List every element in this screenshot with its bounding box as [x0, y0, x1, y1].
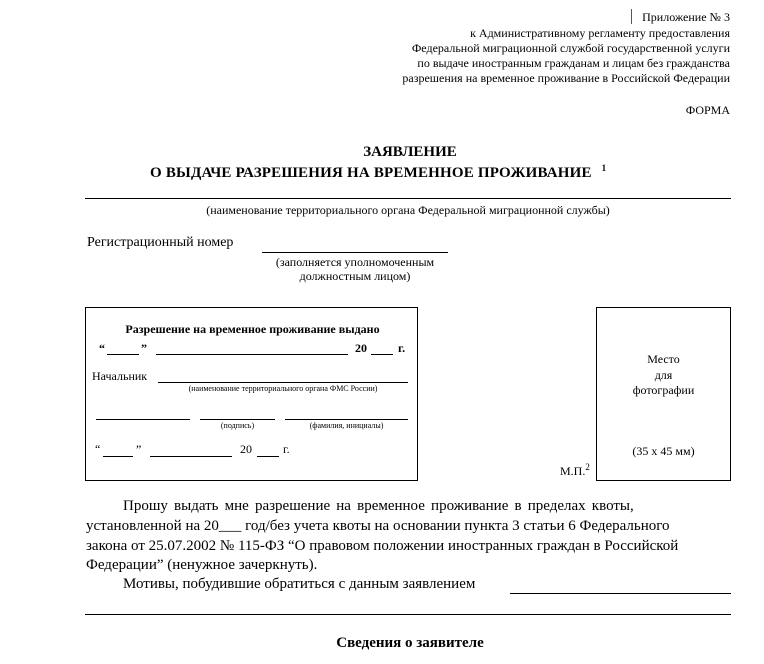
request-line-2: установленной на 20___ год/без учета квоты на основании пункта 3 статьи 6 Федерального	[86, 518, 670, 534]
authority-line[interactable]	[85, 198, 731, 199]
stamp-text: М.П.	[560, 464, 586, 478]
header-line-2: Федеральной миграционной службой государственной услуги	[411, 41, 730, 55]
registration-note-2: должностным лицом)	[299, 269, 411, 283]
signature-field[interactable]	[200, 419, 275, 420]
permit-box-title: Разрешение на временное проживание выдано	[125, 322, 380, 336]
photo-box[interactable]	[596, 307, 731, 481]
photo-size: (35 х 45 мм)	[632, 444, 695, 458]
motives-label: Мотивы, побудившие обратиться с данным заявлением	[123, 576, 476, 592]
date2-day-field[interactable]	[103, 456, 133, 457]
photo-line-2: для	[654, 368, 673, 382]
header-line-4: разрешения на временное проживание в Российской Федерации	[402, 71, 730, 85]
date1-day-field[interactable]	[107, 354, 139, 355]
full-name-caption: (фамилия, инициалы)	[309, 421, 384, 430]
date1-quote-open: “	[99, 341, 105, 355]
motives-field-continued[interactable]	[85, 614, 731, 615]
document-subtitle-text: О ВЫДАЧЕ РАЗРЕШЕНИЯ НА ВРЕМЕННОЕ ПРОЖИВАНИЕ	[150, 165, 592, 181]
permit-issued-box	[85, 307, 418, 481]
date1-year-suffix: г.	[398, 341, 406, 355]
photo-line-3: фотографии	[632, 383, 695, 397]
photo-line-1: Место	[647, 352, 680, 366]
appendix-number: Приложение № 3	[642, 10, 730, 24]
date2-quote-open: “	[95, 442, 101, 456]
date1-quote-close: ”	[141, 341, 147, 355]
registration-number-field[interactable]	[262, 252, 448, 253]
footnote-1: 1	[601, 163, 607, 173]
chief-authority-field[interactable]	[158, 382, 408, 383]
stamp-label	[560, 462, 590, 479]
date1-year-field[interactable]	[371, 354, 393, 355]
header-line-1: к Административному регламенту предоставления	[470, 26, 730, 40]
date2-year-prefix: 20	[240, 442, 252, 456]
document-title: ЗАЯВЛЕНИЕ	[363, 144, 457, 160]
request-line-4: Федерации” (ненужное зачеркнуть).	[86, 557, 318, 573]
date1-year-prefix: 20	[355, 341, 367, 355]
authority-caption: (наименование территориального органа Федеральной миграционной службы)	[206, 203, 610, 217]
date2-month-field[interactable]	[150, 456, 232, 457]
date2-quote-close: ”	[136, 442, 142, 456]
footnote-2: 2	[585, 462, 590, 472]
official-position-field[interactable]	[96, 419, 190, 420]
chief-caption: (наименование территориального органа ФМС России)	[188, 384, 378, 393]
request-line-1: Прошу выдать мне разрешение на временное проживание в пределах квоты,	[123, 498, 634, 514]
chief-label: Начальник	[92, 369, 148, 383]
registration-note-1: (заполняется уполномоченным	[275, 255, 435, 269]
full-name-field[interactable]	[285, 419, 408, 420]
date2-year-suffix: г.	[283, 442, 290, 456]
motives-field[interactable]	[510, 593, 731, 594]
text-cursor	[631, 9, 632, 24]
form-label: ФОРМА	[685, 103, 730, 117]
applicant-section-title: Сведения о заявителе	[336, 635, 484, 651]
date1-month-field[interactable]	[156, 354, 348, 355]
signature-caption: (подпись)	[220, 421, 255, 430]
header-line-3: по выдаче иностранным гражданам и лицам без гражданства	[417, 56, 730, 70]
request-line-3: закона от 25.07.2002 № 115-ФЗ “О правовом положении иностранных граждан в Российской	[86, 538, 679, 554]
document-subtitle	[150, 163, 606, 182]
registration-label: Регистрационный номер	[87, 235, 234, 250]
date2-year-field[interactable]	[257, 456, 279, 457]
